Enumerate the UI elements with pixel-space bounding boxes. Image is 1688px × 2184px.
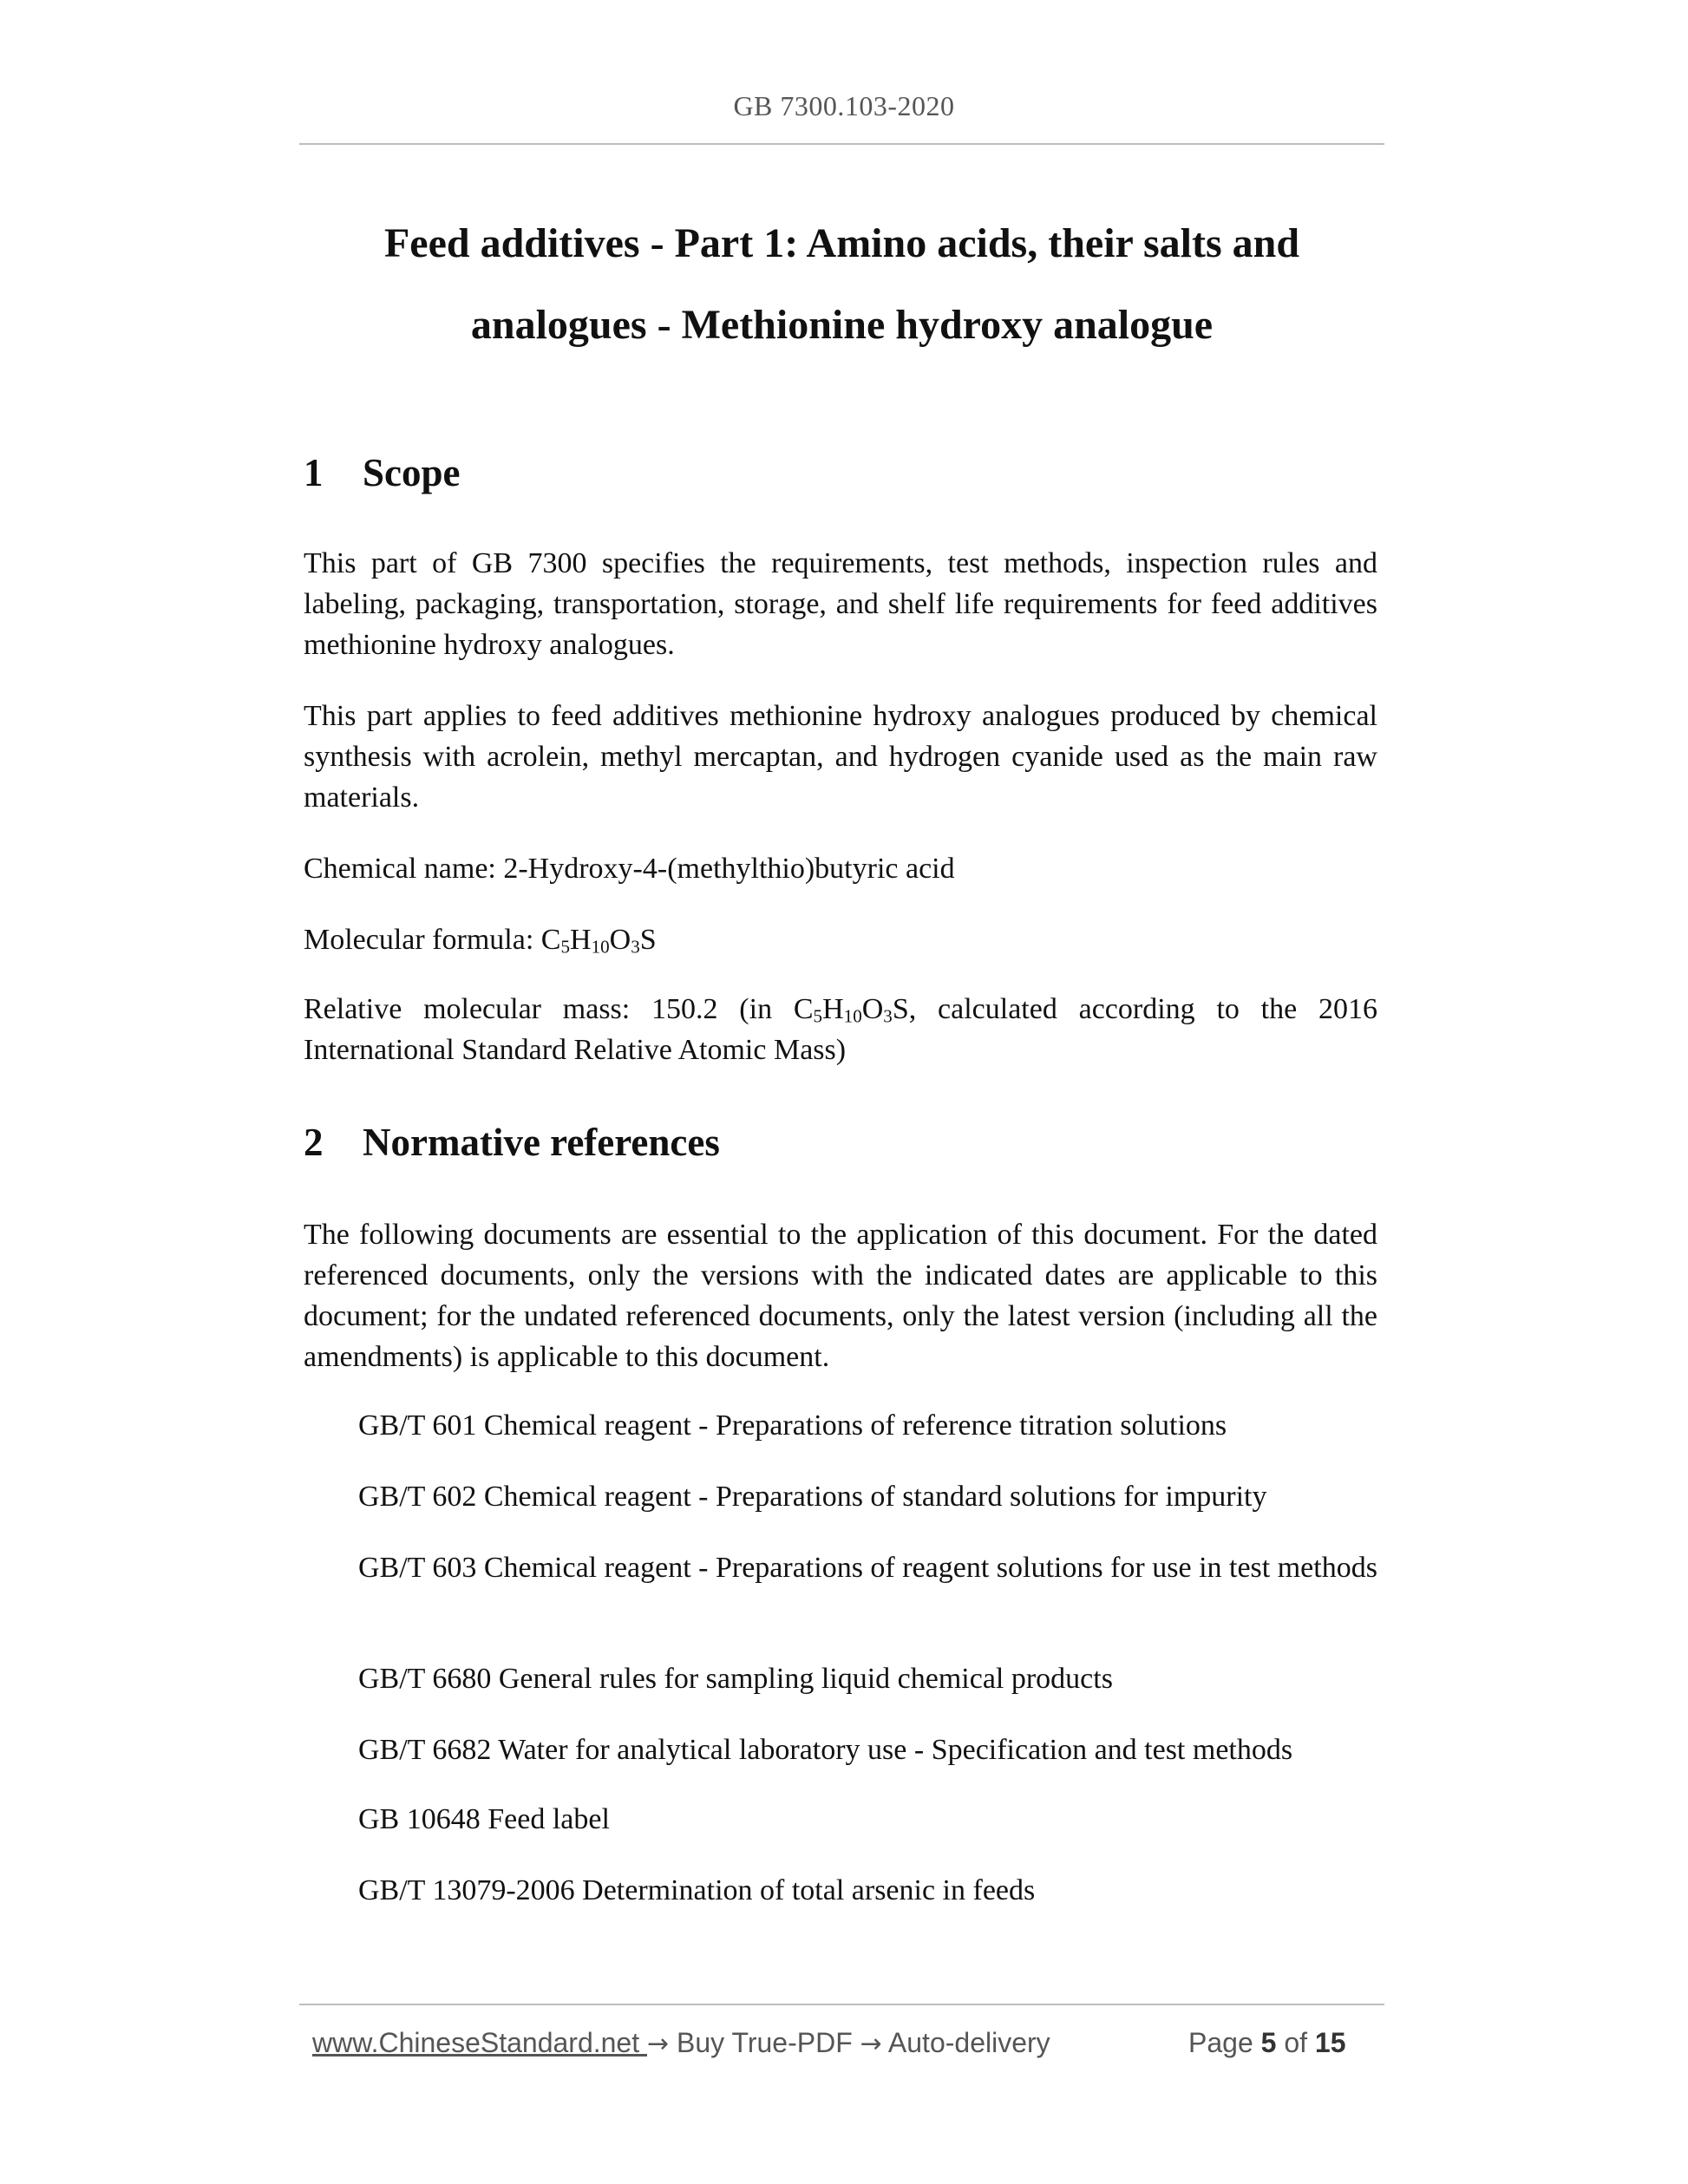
mass-formula-c: C	[793, 993, 814, 1025]
mass-formula-o-count: 3	[883, 1005, 893, 1027]
section-heading-normative-references	[304, 1116, 720, 1168]
mass-formula-o: O	[861, 993, 884, 1025]
page-current: 5	[1260, 2027, 1277, 2058]
page-footer	[312, 2021, 1384, 2064]
section-number: 2	[304, 1121, 324, 1164]
scope-paragraph-2: This part applies to feed additives methionine hydroxy analogues produced by chemical synthesis with acrolein, methyl mercaptan, and hydrogen cyanide used as the main raw materials.	[304, 700, 1377, 814]
auto-delivery-text: Auto-delivery	[881, 2027, 1050, 2058]
mass-formula-c-count: 5	[813, 1005, 823, 1027]
scope-paragraph-1: This part of GB 7300 specifies the requirements, test methods, inspection rules and labeling, packaging, transportation, storage, and shelf life requirements for feed additives methionine hydroxy analogues.	[304, 547, 1377, 661]
formula-o-count: 3	[631, 936, 640, 958]
chinesestandard-link[interactable]: www.ChineseStandard.net	[312, 2027, 647, 2058]
section-title: Normative references	[363, 1121, 720, 1164]
formula-c: C	[540, 924, 561, 956]
formula-c-count: 5	[560, 936, 571, 958]
running-header: GB 7300.103-2020	[733, 90, 955, 121]
formula-h: H	[570, 924, 592, 956]
document-title	[299, 203, 1384, 366]
reference-item: GB/T 602 Chemical reagent - Preparations of standard solutions for impurity	[358, 1481, 1267, 1513]
footer-promo	[312, 2021, 1050, 2066]
relative-molecular-mass	[304, 989, 1377, 1070]
reference-item: GB/T 601 Chemical reagent - Preparations of reference titration solutions	[358, 1409, 1227, 1442]
reference-item: GB/T 6680 General rules for sampling liquid chemical products	[358, 1663, 1113, 1695]
formula-h-count: 10	[591, 936, 610, 958]
reference-item: GB/T 13079-2006 Determination of total arsenic in feeds	[358, 1874, 1036, 1906]
footer-divider	[299, 2004, 1384, 2005]
section-number: 1	[304, 451, 324, 494]
header-divider	[299, 143, 1384, 145]
title-line-2: analogues - Methionine hydroxy analogue	[470, 302, 1214, 348]
reference-item: GB/T 6682 Water for analytical laboratory use - Specification and test methods	[358, 1734, 1293, 1766]
section-heading-scope	[304, 447, 461, 499]
chemical-name: Chemical name: 2-Hydroxy-4-(methylthio)butyric acid	[304, 853, 955, 885]
page-of: of	[1276, 2027, 1315, 2058]
mass-formula-h: H	[822, 993, 844, 1025]
mass-formula-h-count: 10	[843, 1005, 862, 1027]
page-number	[1188, 2021, 1345, 2064]
arrow-right-icon: →	[860, 2029, 882, 2059]
buy-true-pdf-text: Buy True-PDF	[669, 2027, 860, 2058]
formula-s: S	[639, 924, 657, 956]
mass-prefix: Relative molecular mass: 150.2 (in	[304, 993, 794, 1025]
page-label: Page	[1188, 2027, 1261, 2058]
section-title: Scope	[363, 451, 461, 494]
reference-item: GB/T 603 Chemical reagent - Preparations of reagent solutions for use in test methods	[358, 1552, 1377, 1584]
arrow-right-icon: →	[647, 2029, 670, 2059]
molecular-formula	[304, 919, 1377, 960]
formula-o: O	[609, 924, 631, 956]
references-intro: The following documents are essential to the application of this document. For the dated referenced documents, only the versions with the indicated dates are applicable to this document; for the undated referenced documents, only the latest version (including all the amendments) is applicable to this document.	[304, 1219, 1377, 1373]
mass-formula-s: S	[892, 993, 909, 1025]
title-line-1: Feed additives - Part 1: Amino acids, their salts and	[383, 220, 1300, 266]
reference-item: GB 10648 Feed label	[358, 1803, 610, 1835]
mass-suffix: , calculated according to the 2016 International Standard Relative Atomic Mass)	[304, 993, 1377, 1066]
page-total: 15	[1314, 2027, 1346, 2058]
formula-label: Molecular formula:	[304, 924, 541, 956]
